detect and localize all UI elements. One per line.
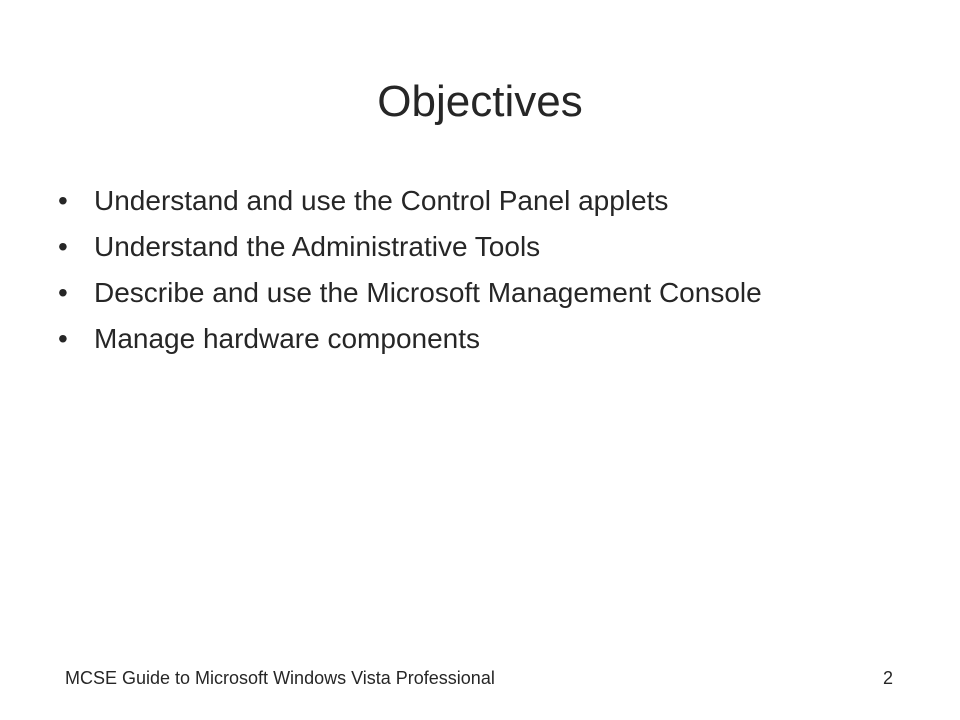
bullet-icon: • [58, 185, 68, 216]
bullet-list [58, 184, 858, 368]
bullet-icon: • [58, 231, 68, 262]
page-number: 2 [882, 668, 893, 688]
bullet-item [58, 322, 858, 356]
bullet-text: Describe and use the Microsoft Management Console [94, 277, 762, 308]
bullet-icon: • [58, 277, 68, 308]
footer-text: MCSE Guide to Microsoft Windows Vista Professional [65, 668, 495, 688]
slide-title: Objectives [377, 77, 583, 126]
bullet-text: Understand and use the Control Panel applets [94, 185, 669, 216]
bullet-item [58, 184, 858, 218]
bullet-text: Manage hardware components [94, 323, 481, 354]
bullet-icon: • [58, 323, 68, 354]
bullet-item [58, 276, 858, 310]
bullet-item [58, 230, 858, 264]
bullet-text: Understand the Administrative Tools [94, 231, 541, 262]
